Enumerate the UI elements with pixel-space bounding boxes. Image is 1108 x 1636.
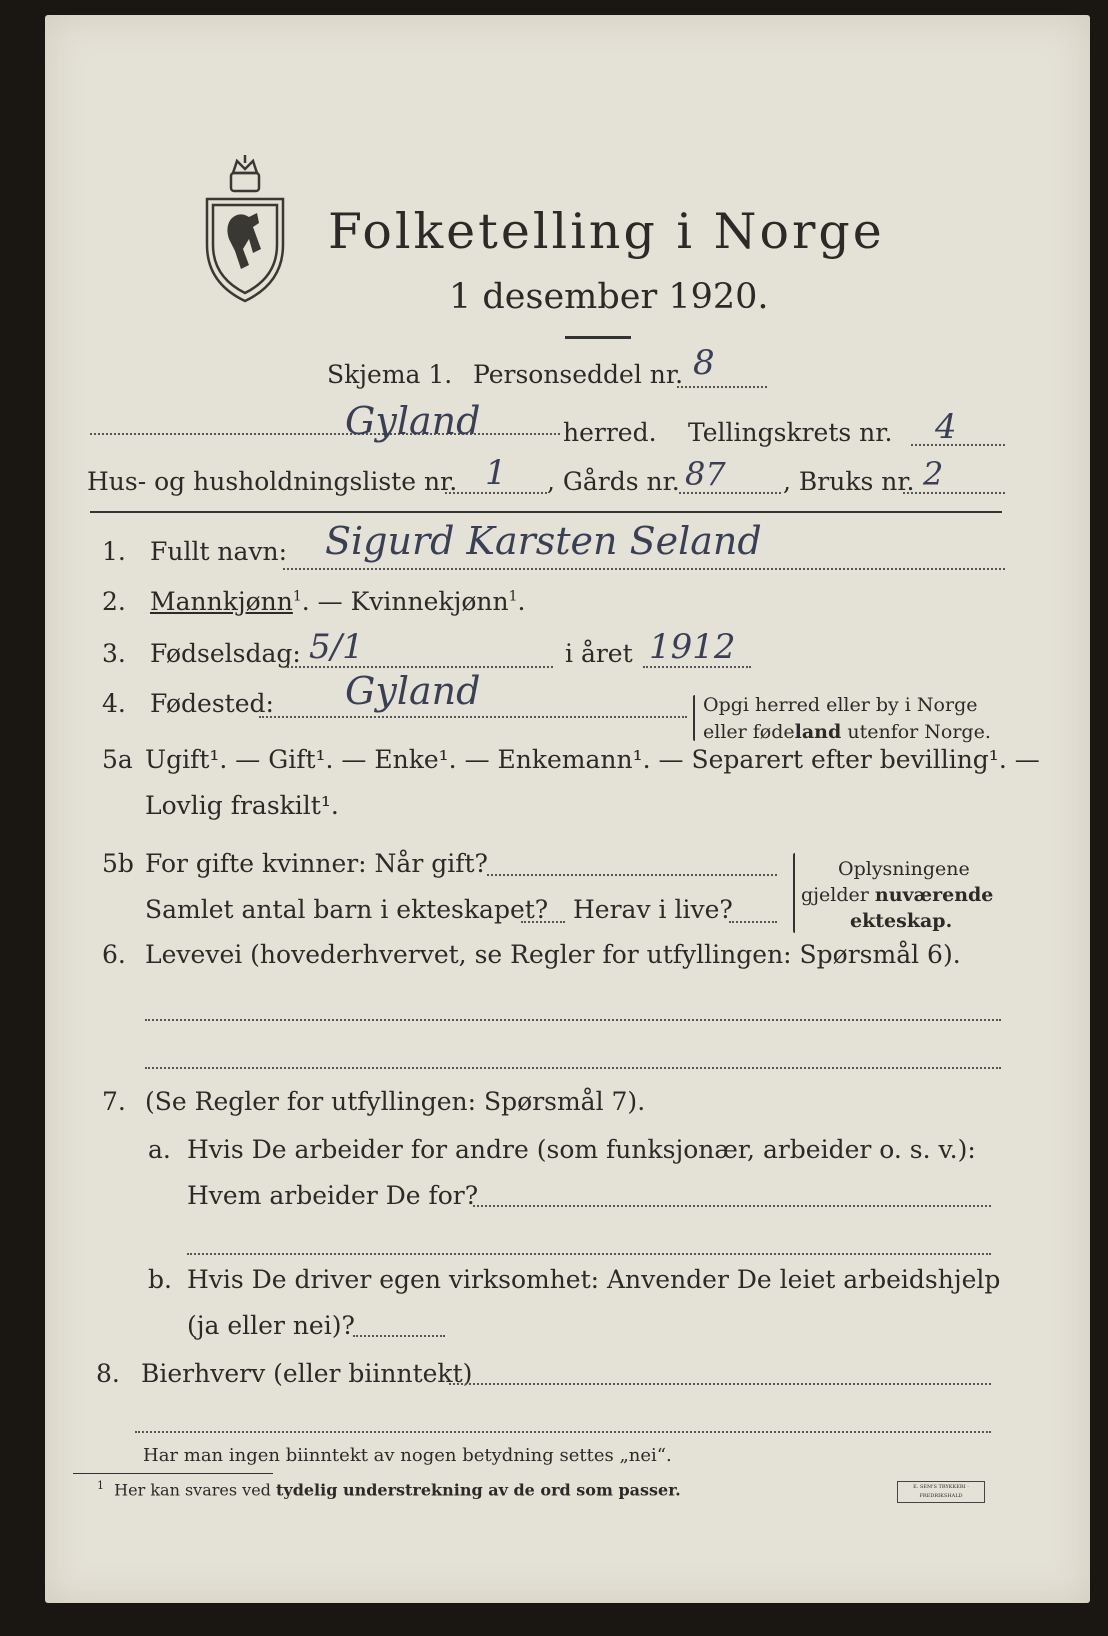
header-double-rule bbox=[90, 511, 1002, 513]
hired-help-label: (ja eller nei)? bbox=[187, 1311, 355, 1340]
side-income-field-line2[interactable] bbox=[135, 1431, 991, 1433]
q7a-question: Hvis De arbeider for andre (som funksjonær, arbeider o. s. v.): bbox=[187, 1135, 976, 1164]
employer-field[interactable] bbox=[473, 1205, 991, 1207]
children-alive-label: Herav i live? bbox=[573, 895, 733, 924]
occupation-field-line1[interactable] bbox=[145, 1019, 1001, 1021]
q5b-number: 5b bbox=[102, 849, 134, 878]
employer-field-line2[interactable] bbox=[187, 1253, 991, 1255]
q4-label: Fødested: bbox=[150, 689, 274, 718]
herred-value: Gyland bbox=[345, 399, 481, 443]
q8-label: Bierhverv (eller biinntekt) bbox=[141, 1359, 473, 1388]
birthplace-field[interactable] bbox=[259, 716, 687, 718]
census-form-page bbox=[45, 15, 1090, 1603]
bruks-field[interactable] bbox=[903, 492, 1005, 494]
q4-number: 4. bbox=[102, 689, 126, 718]
hus-value: 1 bbox=[485, 453, 507, 493]
side-income-field[interactable] bbox=[449, 1383, 991, 1385]
marriage-note-line2: gjelder nuværende bbox=[801, 884, 994, 906]
children-alive-field[interactable] bbox=[729, 921, 777, 923]
q5a-number: 5a bbox=[102, 745, 133, 774]
skjema-label: Skjema 1. bbox=[327, 360, 453, 389]
footnote: $^1$ Her kan svares ved tydelig understrekning av de ord som passer. bbox=[97, 1479, 681, 1500]
birthplace-note-brace bbox=[693, 695, 695, 741]
q1-label: Fullt navn: bbox=[150, 537, 288, 566]
children-total-label: Samlet antal barn i ekteskapet? bbox=[145, 895, 549, 924]
year-label: i året bbox=[565, 639, 633, 668]
hus-label: Hus- og husholdningsliste nr. bbox=[87, 467, 458, 496]
q6-number: 6. bbox=[102, 940, 126, 969]
form-title: Folketelling i Norge bbox=[328, 203, 885, 260]
herred-label: herred. bbox=[563, 418, 657, 447]
marriage-note-line3: ekteskap. bbox=[850, 910, 953, 932]
married-when-field[interactable] bbox=[487, 874, 777, 876]
gards-value: 87 bbox=[685, 455, 726, 493]
tellingskrets-value: 4 bbox=[935, 407, 957, 447]
q3-number: 3. bbox=[102, 639, 126, 668]
q7b-question: Hvis De driver egen virksomhet: Anvender De leiet arbeidshjelp bbox=[187, 1265, 1001, 1294]
children-total-field[interactable] bbox=[521, 921, 565, 923]
full-name-value: Sigurd Karsten Seland bbox=[325, 519, 762, 563]
q3-label: Fødselsdag: bbox=[150, 639, 301, 668]
q2-number: 2. bbox=[102, 587, 126, 616]
title-divider bbox=[565, 336, 631, 339]
marital-status-options[interactable]: Ugift¹. — Gift¹. — Enke¹. — Enkemann¹. — Separert efter bevilling¹. — bbox=[145, 745, 1040, 774]
birthplace-note-line1: Opgi herred eller by i Norge bbox=[703, 694, 978, 716]
form-date: 1 desember 1920. bbox=[449, 277, 769, 317]
q7-number: 7. bbox=[102, 1087, 126, 1116]
q1-number: 1. bbox=[102, 537, 126, 566]
marriage-note-brace bbox=[793, 853, 795, 933]
bruks-label: , Bruks nr. bbox=[783, 467, 915, 496]
birth-year-value: 1912 bbox=[649, 627, 736, 667]
printer-stamp: E. SEM'S TRYKKERI · FREDRIKSHALD bbox=[897, 1481, 985, 1503]
marriage-note-line1: Oplysningene bbox=[838, 858, 970, 880]
birthplace-value: Gyland bbox=[345, 669, 481, 713]
married-when-label: For gifte kvinner: Når gift? bbox=[145, 849, 488, 878]
female-option[interactable]: Kvinnekjønn bbox=[350, 587, 509, 616]
q6-label: Levevei (hovederhvervet, se Regler for utfyllingen: Spørsmål 6). bbox=[145, 940, 961, 969]
side-income-note: Har man ingen biinntekt av nogen betydning settes „nei“. bbox=[143, 1445, 672, 1466]
marital-status-options-line2[interactable]: Lovlig fraskilt¹. bbox=[145, 791, 339, 820]
herred-field[interactable] bbox=[90, 433, 560, 435]
q7-label: (Se Regler for utfyllingen: Spørsmål 7). bbox=[145, 1087, 646, 1116]
coat-of-arms-icon bbox=[203, 153, 287, 303]
hired-help-field[interactable] bbox=[353, 1335, 445, 1337]
full-name-field[interactable] bbox=[283, 568, 1005, 570]
male-option[interactable]: Mannkjønn bbox=[150, 587, 293, 616]
q8-number: 8. bbox=[96, 1359, 120, 1388]
personseddel-value: 8 bbox=[693, 343, 715, 383]
employer-label: Hvem arbeider De for? bbox=[187, 1181, 479, 1210]
q7a-letter: a. bbox=[148, 1135, 171, 1164]
q2-options: Mannkjønn$^1$. — Kvinnekjønn$^1$. bbox=[150, 587, 526, 616]
footnote-rule bbox=[73, 1473, 273, 1474]
personseddel-field[interactable] bbox=[677, 386, 767, 388]
bruks-value: 2 bbox=[923, 455, 944, 493]
personseddel-label: Personseddel nr. bbox=[473, 360, 684, 389]
tellingskrets-field[interactable] bbox=[911, 444, 1005, 446]
tellingskrets-label: Tellingskrets nr. bbox=[688, 418, 893, 447]
q7b-letter: b. bbox=[148, 1265, 172, 1294]
birthdate-value: 5/1 bbox=[309, 627, 364, 667]
birthplace-note-line2: eller fødeland utenfor Norge. bbox=[703, 721, 991, 743]
gards-label: , Gårds nr. bbox=[547, 467, 680, 496]
occupation-field-line2[interactable] bbox=[145, 1067, 1001, 1069]
